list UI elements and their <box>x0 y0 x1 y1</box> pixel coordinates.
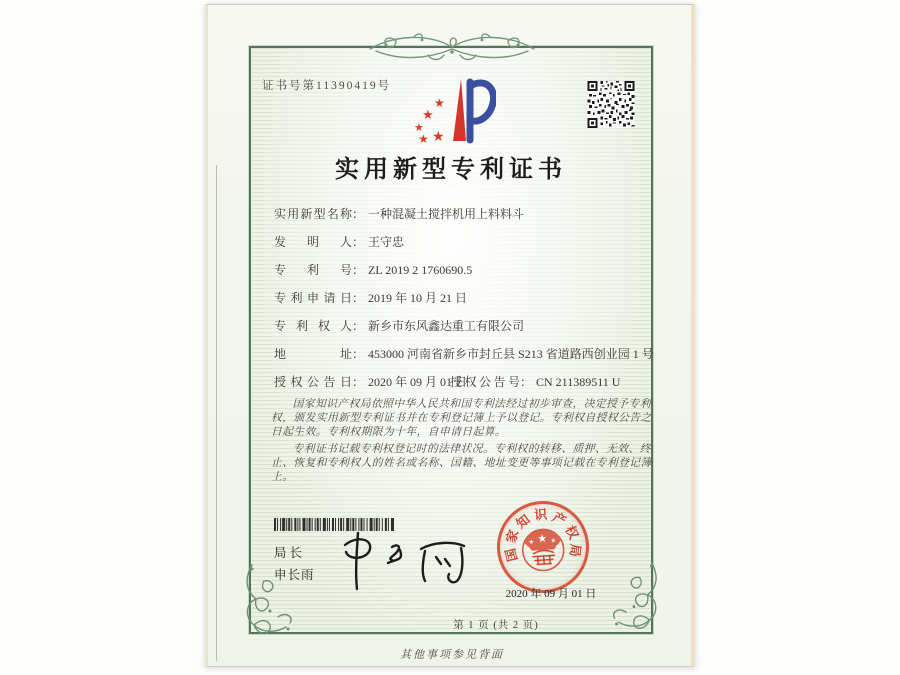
seal-char: 国 <box>502 546 521 563</box>
back-page-edge <box>216 165 217 661</box>
svg-text:★: ★ <box>422 108 434 123</box>
seal-char: 识 <box>533 506 548 523</box>
field-value: 2020 年 09 月 01 日 <box>368 375 468 389</box>
field-row-name: 实用新型名称： 一种混凝土搅拌机用上料料斗 <box>274 207 525 221</box>
seal-char: 产 <box>549 509 569 529</box>
field-value: 一种混凝土搅拌机用上料料斗 <box>368 207 525 221</box>
field-label: 授权公告日 <box>274 375 352 389</box>
field-row-address: 地址： 453000 河南省新乡市封丘县 S213 省道路西创业园 1 号 <box>274 347 654 361</box>
director-title-label: 局长 <box>274 546 306 560</box>
field-value: 2019 年 10 月 21 日 <box>368 291 468 305</box>
field-row-grant-date: 授权公告日： 2020 年 09 月 01 日 <box>274 375 468 389</box>
svg-text:★: ★ <box>554 544 560 551</box>
svg-text:★: ★ <box>434 96 445 110</box>
field-row-patentee: 专利权人： 新乡市东风鑫达重工有限公司 <box>274 319 525 333</box>
seal-char: 局 <box>567 543 584 558</box>
field-label: 专利权人 <box>274 319 352 333</box>
field-value: 453000 河南省新乡市封丘县 S213 省道路西创业园 1 号 <box>368 347 654 361</box>
field-value: 新乡市东风鑫达重工有限公司 <box>368 319 525 333</box>
seal-char: 权 <box>562 523 582 542</box>
certificate-number: 证书号第11390419号 <box>262 80 392 92</box>
field-row-patent-no: 专利号： ZL 2019 2 1760690.5 <box>274 263 473 277</box>
field-row-inventor: 发明人： 王守忠 <box>274 235 405 249</box>
field-value: 王守忠 <box>368 235 405 249</box>
field-value: CN 211389511 U <box>536 375 621 389</box>
field-row-filing-date: 专利申请日： 2019 年 10 月 21 日 <box>274 291 468 305</box>
field-row-grant-no: 授权公告号： CN 211389511 U <box>450 375 621 389</box>
seal-char: 知 <box>513 511 533 532</box>
svg-text:★: ★ <box>418 132 429 146</box>
certificate-title: 实用新型专利证书 <box>335 157 567 183</box>
svg-text:★: ★ <box>525 546 531 553</box>
svg-text:★: ★ <box>414 121 424 134</box>
field-label: 授权公告号 <box>450 375 520 389</box>
seal-char: 家 <box>503 527 522 546</box>
svg-text:★: ★ <box>432 129 445 145</box>
field-label: 地址 <box>274 347 352 361</box>
qr-code-icon <box>587 81 635 128</box>
director-name-label: 申长雨 <box>274 568 315 582</box>
field-label: 发明人 <box>274 235 352 249</box>
svg-text:★: ★ <box>536 532 548 546</box>
svg-text:★: ★ <box>528 539 535 547</box>
cnipa-logo-icon <box>408 75 496 151</box>
field-label: 专利号 <box>274 263 352 277</box>
national-emblem-icon <box>518 525 569 576</box>
seal-date: 2020 年 09 月 01 日 <box>505 588 597 600</box>
body-paragraph: 国家知识产权局依照中华人民共和国专利法经过初步审查，决定授予专利权，颁发实用新型专利证书并在专利登记簿上予以登记。专利权自授权公告之日起生效。专利权期限为十年，自申请日起算。 <box>271 398 652 438</box>
field-label: 专利申请日 <box>274 291 352 305</box>
field-value: ZL 2019 2 1760690.5 <box>368 263 473 277</box>
body-paragraph: 专利证书记载专利权登记时的法律状况。专利权的转移、质押、无效、终止、恢复和专利权人的姓名或名称、国籍、地址变更等事项记载在专利登记簿上。 <box>271 443 652 483</box>
certificate-page <box>205 4 695 667</box>
field-label: 实用新型名称 <box>274 207 352 221</box>
legal-body-text <box>271 397 653 487</box>
page-footer: 第 1 页 (共 2 页) <box>453 620 539 631</box>
signature-handwriting <box>336 519 476 597</box>
back-side-note: 其他事项参见背面 <box>400 649 504 661</box>
svg-text:★: ★ <box>550 537 557 545</box>
